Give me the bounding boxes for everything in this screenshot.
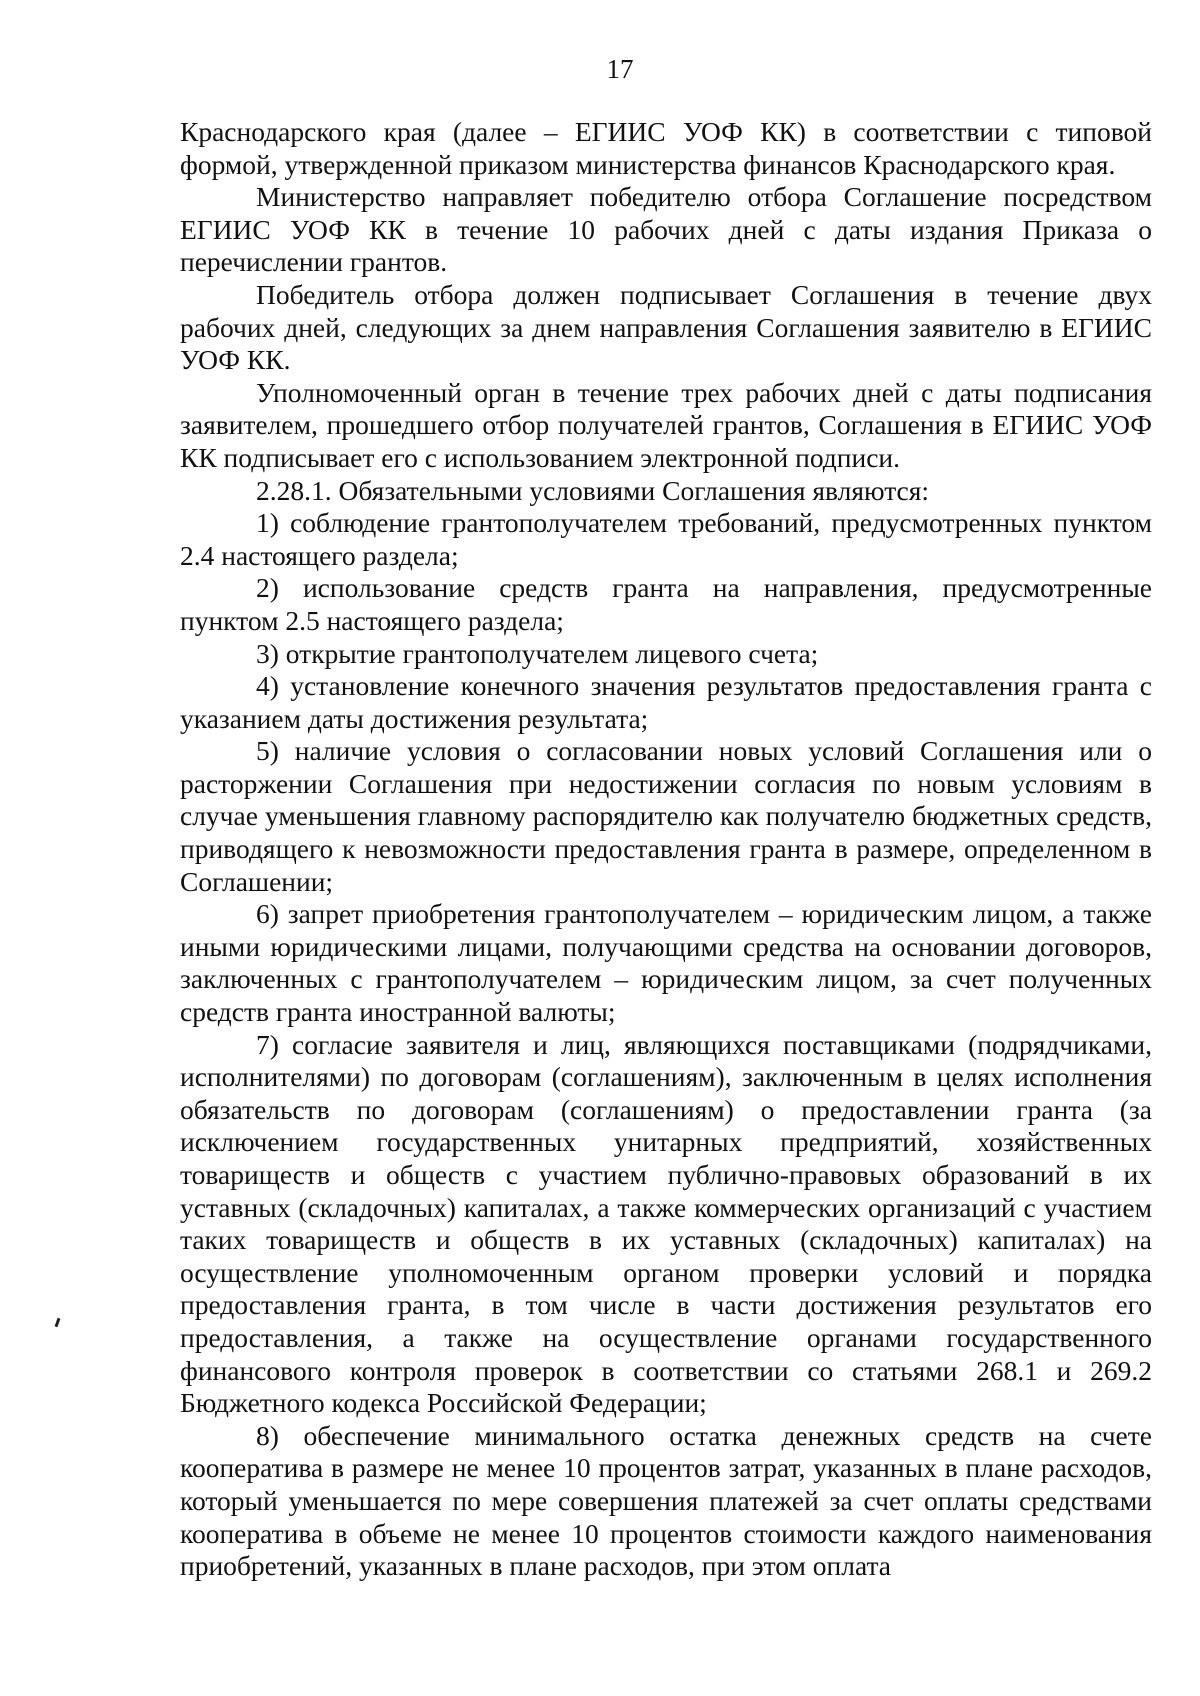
list-item-5: 5) наличие условия о согласовании новых условий Соглашения или о расторжении Соглашения при недостижении согласия по новым условиям в случае уменьшения главному распорядителю как получателю бюджетных средств, приводящего к невозможности предоставления гранта в размере, определенном в Соглашении;	[180, 735, 1152, 897]
list-item-7: 7) согласие заявителя и лиц, являющихся поставщиками (подрядчиками, исполнителями) по договорам (соглашениям), заключенным в целях исполнения обязательств по договорам (соглашениям) о предоставлении гранта (за исключением государственных унитарных предприятий, хозяйственных товариществ и обществ с участием публично-правовых образований в их уставных (складочных) капиталах, а также коммерческих организаций с участием таких товариществ и обществ в их уставных (складочных) капиталах) на осуществление уполномоченным органом проверки условий и порядка предоставления гранта, в том числе в части достижения результатов его предоставления, а также на осуществление органами государственного финансового контроля проверок в соответствии со статьями 268.1 и 269.2 Бюджетного кодекса Российской Федерации;	[180, 1028, 1152, 1419]
scan-speck	[55, 1318, 61, 1327]
paragraph-winner-signing: Победитель отбора должен подписывает Соглашения в течение двух рабочих дней, следующих за днем направления Соглашения заявителю в ЕГИИС УОФ КК.	[180, 278, 1152, 376]
list-item-2: 2) использование средств гранта на направления, предусмотренные пунктом 2.5 настоящего раздела;	[180, 572, 1152, 636]
paragraph-continuation: Краснодарского края (далее – ЕГИИС УОФ КК) в соответствии с типовой формой, утвержденной приказом министерства финансов Краснодарского края.	[180, 116, 1152, 180]
list-item-3: 3) открытие грантополучателем лицевого счета;	[256, 637, 819, 669]
paragraph-authority-signing: Уполномоченный орган в течение трех рабочих дней с даты подписания заявителем, прошедшего отбор получателей грантов, Соглашения в ЕГИИС УОФ КК подписывает его с использованием электронной подписи.	[180, 376, 1152, 473]
paragraph-clause-heading: 2.28.1. Обязательными условиями Соглашения являются:	[256, 474, 930, 506]
list-item-1: 1) соблюдение грантополучателем требований, предусмотренных пунктом 2.4 настоящего раздела;	[180, 507, 1152, 571]
list-item-8: 8) обеспечение минимального остатка денежных средств на счете кооператива в размере не менее 10 процентов затрат, указанных в плане расходов, который уменьшается по мере совершения платежей за счет оплаты средствами кооператива в объеме не менее 10 процентов стоимости каждого наименования приобретений, указанных в плане расходов, при этом оплата	[180, 1419, 1152, 1582]
page-number: 17	[606, 54, 634, 84]
paragraph-agreement-sending: Министерство направляет победителю отбора Соглашение посредством ЕГИИС УОФ КК в течение 10 рабочих дней с даты издания Приказа о перечислении грантов.	[180, 181, 1152, 278]
list-item-4: 4) установление конечного значения результатов предоставления гранта с указанием даты достижения результата;	[180, 670, 1152, 734]
list-item-6: 6) запрет приобретения грантополучателем – юридическим лицом, а также иными юридическими лицами, получающими средства на основании договоров, заключенных с грантополучателем – юридическим лицом, за счет полученных средств гранта иностранной валюты;	[180, 898, 1152, 1028]
document-body	[180, 116, 1152, 1583]
